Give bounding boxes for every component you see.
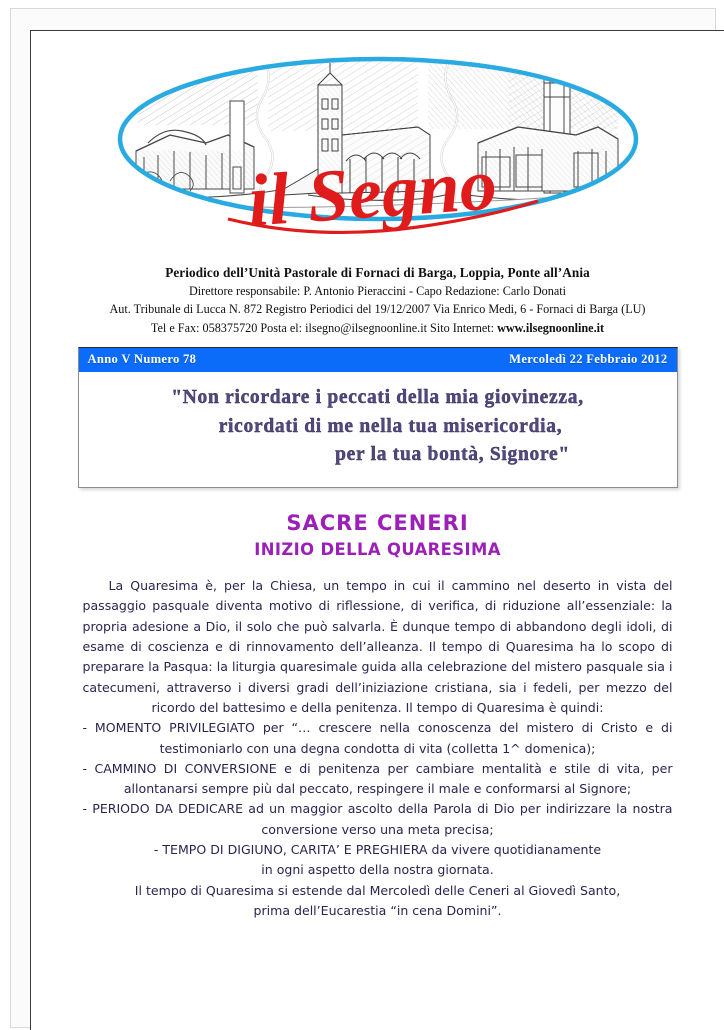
article-paragraph: La Quaresima è, per la Chiesa, un tempo in cui il cammino nel deserto in vista del passaggio pasquale diventa motivo di riflessione, di verifica, di riduzione all’essenziale: la propria adesione a Dio, il solo che può salvarla. È dunque tempo di abbandono degli idoli, di esame di coscienza e di rinnovamento dell’alleanza. Il tempo di Quaresima ha lo scopo di preparare la Pasqua: la liturgia quaresimale guida alla celebrazione del mistero pasquale sia i catecumeni, attraverso i diversi gradi dell’iniziazione cristiana, sia i fedeli, per mezzo del ricordo del battesimo e della penitenza. Il tempo di Quaresima è quindi:: [82, 578, 673, 715]
publication-info: [31, 263, 724, 337]
publication-title: Periodico dell’Unità Pastorale di Fornaci di Barga, Loppia, Ponte all’Ania: [165, 265, 590, 280]
article-paragraph: - PERIODO DA DEDICARE ad un maggior ascolto della Parola di Dio per indirizzare la nostra conversione verso una meta precisa;: [82, 801, 673, 837]
newsletter-page: [30, 30, 724, 1030]
issue-number: Anno V Numero 78: [87, 352, 197, 367]
logo-wordmark: il Segno: [244, 143, 499, 243]
article-paragraph: - CAMMINO DI CONVERSIONE e di penitenza per cambiare mentalità e stile di vita, per allontanarsi sempre più dal peccato, respingere il male e conformarsi al Signore;: [82, 760, 673, 797]
article-subtitle: INIZIO DELLA QUARESIMA: [254, 539, 501, 559]
article-body: [83, 576, 673, 921]
il-segno-logo-svg: [78, 39, 678, 259]
contact-text: Tel e Fax: 058375720 Posta el: ilsegno@ilsegnoonline.it Sito Internet:: [150, 320, 498, 335]
quote-line-1: "Non ricordare i peccati della mia giovinezza,: [171, 387, 584, 409]
scripture-quote: [79, 372, 677, 487]
article-paragraph: Il tempo di Quaresima si estende dal Mercoledì delle Ceneri al Giovedì Santo,: [134, 882, 621, 898]
quote-line-3: per la tua bontà, Signore": [335, 443, 570, 465]
article-paragraph: - MOMENTO PRIVILEGIATO per “… crescere nella conoscenza del mistero di Cristo e di testimoniarlo con una degna condotta di vita (colletta 1^ domenica);: [82, 720, 673, 756]
issue-banner: [79, 348, 677, 372]
publication-registration: Aut. Tribunale di Lucca N. 872 Registro Periodici del 19/12/2007 Via Enrico Medi, 6 - Fornaci di Barga (LU): [109, 302, 646, 317]
article-headings: [31, 510, 724, 560]
issue-quote-box: [78, 347, 678, 488]
article-paragraph: prima dell’Eucarestia “in cena Domini”.: [253, 903, 502, 919]
article-paragraph: in ogni aspetto della nostra giornata.: [261, 862, 494, 878]
publication-contacts: [31, 319, 724, 337]
article-paragraph: - TEMPO DI DIGIUNO, CARITA’ E PREGHIERA da vivere quotidianamente: [153, 842, 602, 858]
issue-date: Mercoledì 22 Febbraio 2012: [509, 352, 668, 367]
masthead-logo: [78, 39, 678, 259]
publication-editors: Direttore responsabile: P. Antonio Pieraccini - Capo Redazione: Carlo Donati: [188, 284, 567, 299]
article-title: SACRE CENERI: [286, 511, 469, 536]
quote-line-2: ricordati di me nella tua misericordia,: [218, 415, 563, 437]
website-link[interactable]: www.ilsegnoonline.it: [497, 320, 605, 335]
